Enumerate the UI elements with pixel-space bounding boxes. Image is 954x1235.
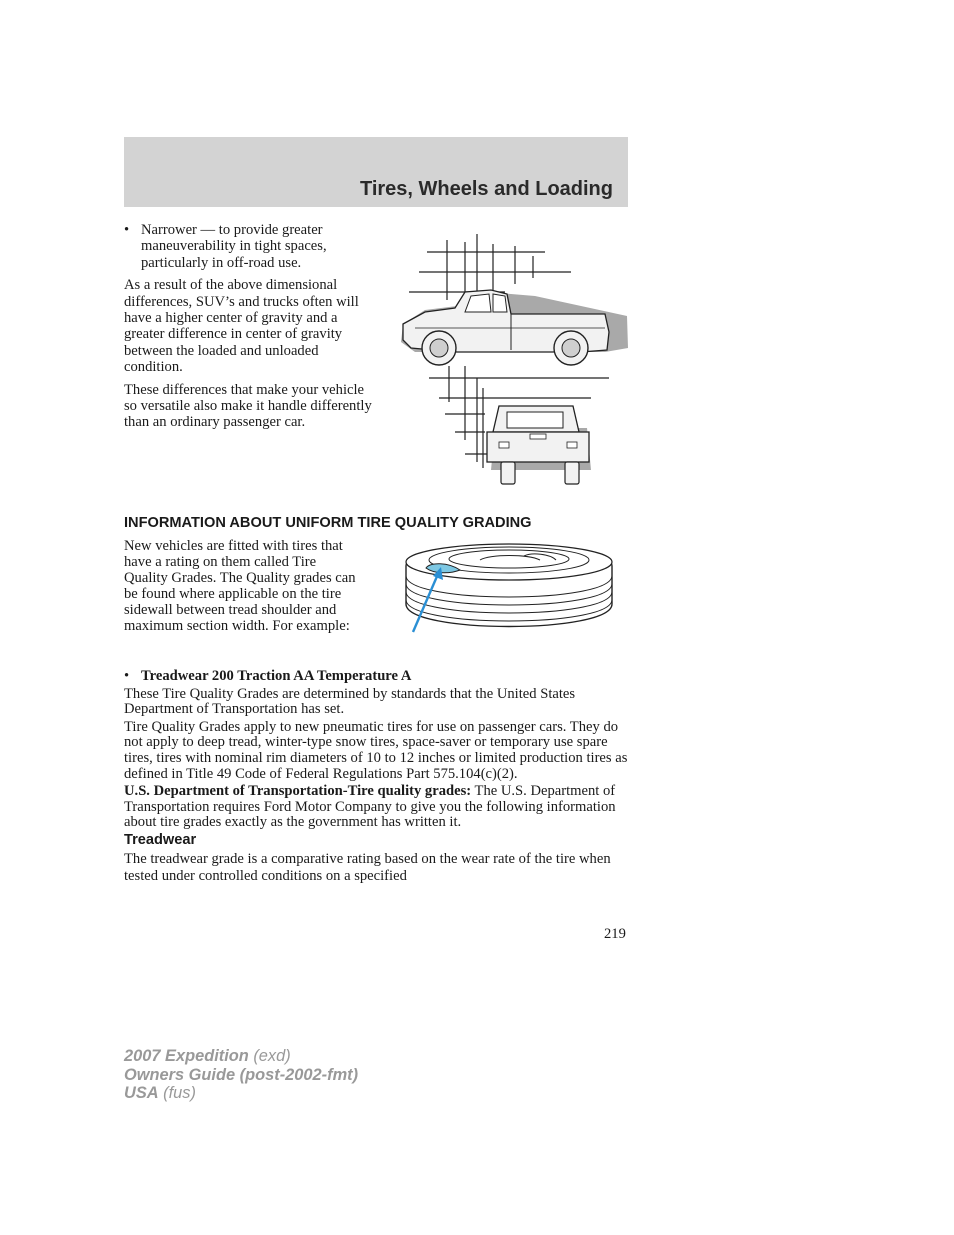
footer-market-code: (fus) [158, 1084, 196, 1102]
footer-market: USA [124, 1084, 159, 1102]
intro-text [124, 222, 376, 437]
center-of-gravity-truck-illustration [395, 232, 633, 488]
page-title: Tires, Wheels and Loading [359, 178, 613, 200]
intro-paragraph: These differences that make your vehicle so versatile also make it handle differently than an ordinary passenger car. [124, 381, 372, 431]
dot-grades-lead: U.S. Department of Transportation-Tire quality grades: [124, 783, 472, 800]
bullet-icon: • [124, 222, 130, 238]
footer-line [124, 1047, 358, 1066]
bullet-text: Narrower — to provide greater maneuverability in tight spaces, particularly in off-road use. [141, 222, 327, 271]
bullet-item [124, 669, 628, 685]
section-body [124, 669, 628, 887]
section-paragraph [124, 784, 628, 831]
tire-sidewall-illustration [400, 534, 620, 636]
page-number: 219 [604, 926, 626, 942]
bullet-icon: • [124, 668, 130, 684]
header-band [124, 137, 628, 207]
section-paragraph: The treadwear grade is a comparative rating based on the wear rate of the tire when tested under controlled conditions on a specified [124, 850, 611, 884]
section-paragraph: These Tire Quality Grades are determined by standards that the United States Department of Transportation has set. [124, 685, 576, 718]
section-paragraph: New vehicles are fitted with tires that have a rating on them called Tire Quality Grades. The Quality grades can be found where applicable on the tire sidewall between tread shoulder and maximum section width. For example: [124, 538, 356, 635]
footer-line: Owners Guide (post-2002-fmt) [124, 1065, 359, 1084]
bullet-item [124, 222, 376, 271]
bullet-text: Treadwear 200 Traction AA Temperature A [141, 668, 412, 684]
footer-line [124, 1084, 358, 1103]
footer-model: 2007 Expedition [124, 1047, 249, 1065]
treadwear-subheading: Treadwear [124, 831, 197, 848]
intro-paragraph: As a result of the above dimensional differences, SUV’s and trucks often will have a higher center of gravity and a greater difference in center of gravity between the loaded and unloaded condition. [124, 277, 359, 376]
footer-model-code: (exd) [248, 1047, 291, 1065]
truck-rear-view [487, 406, 591, 484]
truck-side-view [401, 290, 628, 365]
section-intro [124, 538, 360, 641]
dot-grades-text: The U.S. Department of Transportation requires Ford Motor Company to give you the following information about tire grades exactly as the government has written it. [124, 783, 616, 831]
section-paragraph: Tire Quality Grades apply to new pneumatic tires for use on passenger cars. They do not apply to deep tread, winter-type snow tires, space-saver or temporary use spare tires, tires with nominal rim diameters of 10 to 12 inches or limited production tires as defined in Title 49 Code of Federal Regulations Part 575.104(c)(2). [124, 718, 628, 782]
document-footer [124, 1047, 358, 1103]
section-heading: INFORMATION ABOUT UNIFORM TIRE QUALITY GRADING [124, 515, 532, 531]
